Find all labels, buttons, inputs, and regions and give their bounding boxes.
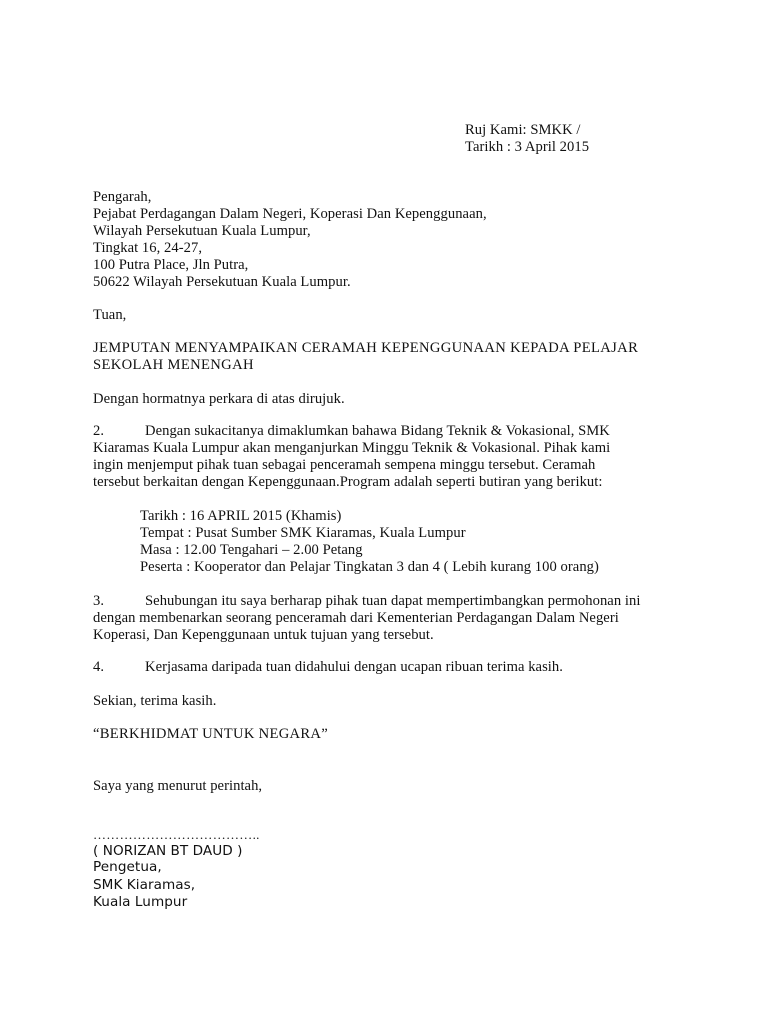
- para2-line-1: Dengan sukacitanya dimaklumkan bahawa Bidang Teknik & Vokasional, SMK: [145, 423, 610, 439]
- subject-line-1: JEMPUTAN MENYAMPAIKAN CERAMAH KEPENGGUNAAN KEPADA PELAJAR: [93, 340, 639, 356]
- para2-line-2: Kiaramas Kuala Lumpur akan menganjurkan Minggu Teknik & Vokasional. Pihak kami: [93, 440, 611, 456]
- recipient-floor: Tingkat 16, 24-27,: [93, 240, 203, 256]
- detail-venue: Tempat : Pusat Sumber SMK Kiaramas, Kuala Lumpur: [140, 525, 466, 541]
- para3-line-3: Koperasi, Dan Kepenggunaan untuk tujuan yang tersebut.: [93, 627, 434, 643]
- para2-line-3: ingin menjemput pihak tuan sebagai penceramah sempena minggu tersebut. Ceramah: [93, 457, 596, 473]
- para4-number: 4.: [93, 659, 105, 675]
- signatory-name: ( NORIZAN BT DAUD ): [93, 843, 243, 859]
- recipient-postcode: 50622 Wilayah Persekutuan Kuala Lumpur.: [93, 274, 351, 290]
- recipient-region: Wilayah Persekutuan Kuala Lumpur,: [93, 223, 311, 239]
- para3-line-1: Sehubungan itu saya berharap pihak tuan dapat mempertimbangkan permohonan ini: [145, 593, 641, 609]
- opening-sentence: Dengan hormatnya perkara di atas dirujuk.: [93, 391, 345, 407]
- signatory-title: Pengetua,: [93, 859, 162, 875]
- detail-participants: Peserta : Kooperator dan Pelajar Tingkatan 3 dan 4 ( Lebih kurang 100 orang): [140, 559, 599, 575]
- para2-number: 2.: [93, 423, 105, 439]
- salutation: Tuan,: [93, 307, 127, 323]
- closing: Sekian, terima kasih.: [93, 693, 217, 709]
- signatory-city: Kuala Lumpur: [93, 894, 188, 910]
- signatory-school: SMK Kiaramas,: [93, 877, 196, 893]
- detail-date: Tarikh : 16 APRIL 2015 (Khamis): [140, 508, 342, 524]
- recipient-office: Pejabat Perdagangan Dalam Negeri, Koperasi Dan Kepenggunaan,: [93, 206, 487, 222]
- recipient-street: 100 Putra Place, Jln Putra,: [93, 257, 249, 273]
- para3-line-2: dengan membenarkan seorang penceramah dari Kementerian Perdagangan Dalam Negeri: [93, 610, 619, 626]
- para4-text: Kerjasama daripada tuan didahului dengan ucapan ribuan terima kasih.: [145, 659, 563, 675]
- motto: “BERKHIDMAT UNTUK NEGARA”: [93, 726, 329, 742]
- para3-number: 3.: [93, 593, 105, 609]
- para2-line-4: tersebut berkaitan dengan Kepenggunaan.Program adalah seperti butiran yang berikut:: [93, 474, 603, 490]
- detail-time: Masa : 12.00 Tengahari – 2.00 Petang: [140, 542, 363, 558]
- reference-number: Ruj Kami: SMKK /: [465, 122, 581, 138]
- signoff: Saya yang menurut perintah,: [93, 778, 263, 794]
- subject-line-2: SEKOLAH MENENGAH: [93, 357, 254, 373]
- recipient-title: Pengarah,: [93, 189, 152, 205]
- letter-date: Tarikh : 3 April 2015: [465, 139, 590, 155]
- signature-line: ………………………………..: [93, 827, 260, 842]
